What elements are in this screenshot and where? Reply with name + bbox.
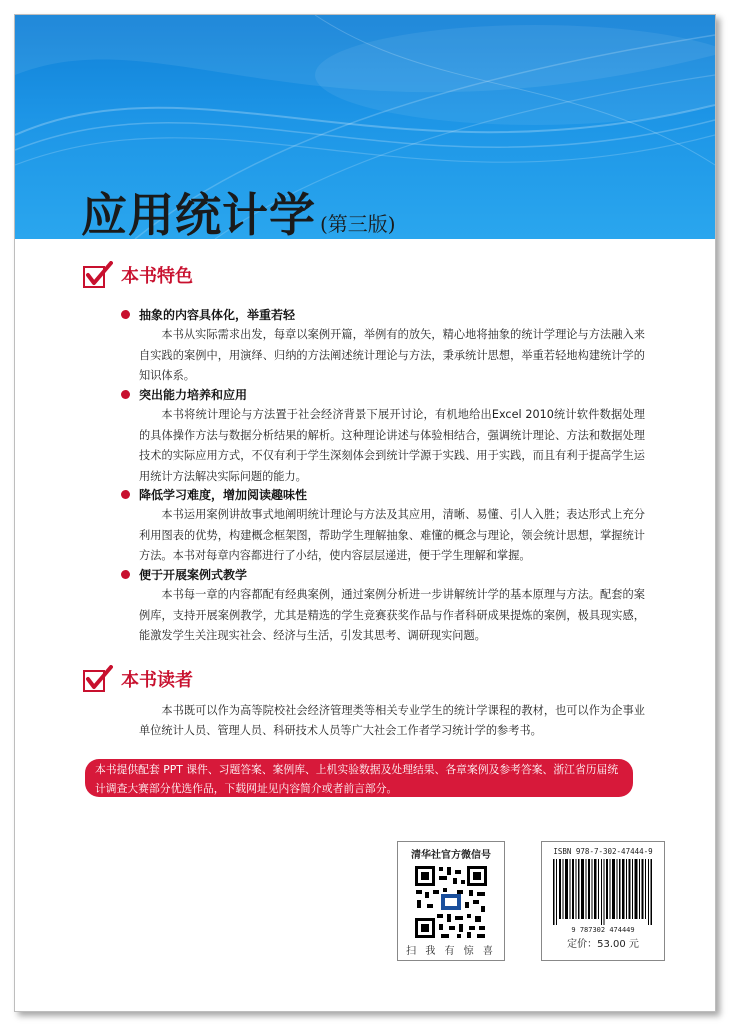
checkmark-icon bbox=[83, 665, 113, 693]
features-heading-text: 本书特色 bbox=[121, 266, 193, 287]
book-title bbox=[81, 179, 396, 245]
feature-item bbox=[121, 485, 645, 567]
feature-title: 便于开展案例式教学 bbox=[139, 567, 248, 582]
isbn-text: ISBN 978-7-302-47444-9 bbox=[553, 847, 653, 856]
feature-body: 本书运用案例讲故事式地阐明统计理论与方法及其应用，清晰、易懂、引人入胜；表达形式上充分利用图表的优势，构建概念框架图，帮助学生理解抽象、难懂的概念与理论，领会统计思想，掌握统计方法。本书对每章内容都进行了小结，使内容层层递进，便于学生理解和掌握。 bbox=[139, 508, 645, 562]
feature-title: 降低学习难度，增加阅读趣味性 bbox=[139, 487, 308, 502]
price-label: 定价：53.00 元 bbox=[567, 939, 639, 950]
book-edition: (第三版) bbox=[320, 212, 396, 236]
features-heading bbox=[83, 261, 193, 289]
bullet-dot-icon bbox=[121, 310, 130, 319]
feature-body: 本书每一章的内容都配有经典案例，通过案例分析进一步讲解统计学的基本原理与方法。配套的案例库，支持开展案例教学，尤其是精选的学生竞赛获奖作品与作者科研成果提炼的案例，极具现实感，能激发学生关注现实社会、经济与生活，引发其思考、调研现实问题。 bbox=[139, 588, 645, 642]
readers-heading bbox=[83, 665, 193, 693]
checkmark-icon bbox=[83, 261, 113, 289]
qr-caption-top: 清华社官方微信号 bbox=[411, 850, 491, 861]
feature-title: 抽象的内容具体化，举重若轻 bbox=[139, 307, 296, 322]
book-title-text: 应用统计学 bbox=[81, 188, 316, 242]
feature-item bbox=[121, 305, 645, 387]
qr-code-icon[interactable] bbox=[413, 864, 489, 940]
readers-body: 本书既可以作为高等院校社会经济管理类等相关专业学生的统计学课程的教材，也可以作为企事业单位统计人员、管理人员、科研技术人员等广大社会工作者学习统计学的参考书。 bbox=[139, 704, 645, 737]
barcode-icon bbox=[551, 859, 655, 925]
bullet-dot-icon bbox=[121, 390, 130, 399]
feature-body: 本书从实际需求出发，每章以案例开篇，举例有的放矢，精心地将抽象的统计学理论与方法融入来自实践的案例中，用演绎、归纳的方法阐述统计理论与方法，秉承统计思想，举重若轻地构建统计学的知识体系。 bbox=[139, 328, 645, 382]
qr-caption-bottom: 扫 我 有 惊 喜 bbox=[406, 946, 496, 957]
feature-body: 本书将统计理论与方法置于社会经济背景下展开讨论，有机地给出Excel 2010统计软件数据处理的具体操作方法与数据分析结果的解析。这种理论讲述与体验相结合，强调统计理论、方法和数据处理技术的实际应用方式，不仅有利于学生深刻体会到统计学源于实践、用于实践，而且有利于提高学生运用统计方法解决实际问题的能力。 bbox=[139, 408, 645, 483]
isbn-barcode-panel bbox=[541, 841, 665, 961]
book-back-cover bbox=[14, 14, 716, 1012]
isbn-digits: 9 787302 474449 bbox=[571, 926, 635, 934]
wechat-qr-panel bbox=[397, 841, 505, 961]
bullet-dot-icon bbox=[121, 570, 130, 579]
resources-note: 本书提供配套 PPT 课件、习题答案、案例库、上机实验数据及处理结果、各章案例及参考答案、浙江省历届统计调查大赛部分优选作品，下载网址见内容简介或者前言部分。 bbox=[85, 759, 633, 797]
feature-title: 突出能力培养和应用 bbox=[139, 387, 248, 402]
bullet-dot-icon bbox=[121, 490, 130, 499]
feature-item bbox=[121, 565, 645, 647]
readers-heading-text: 本书读者 bbox=[121, 670, 193, 691]
feature-item bbox=[121, 385, 645, 487]
